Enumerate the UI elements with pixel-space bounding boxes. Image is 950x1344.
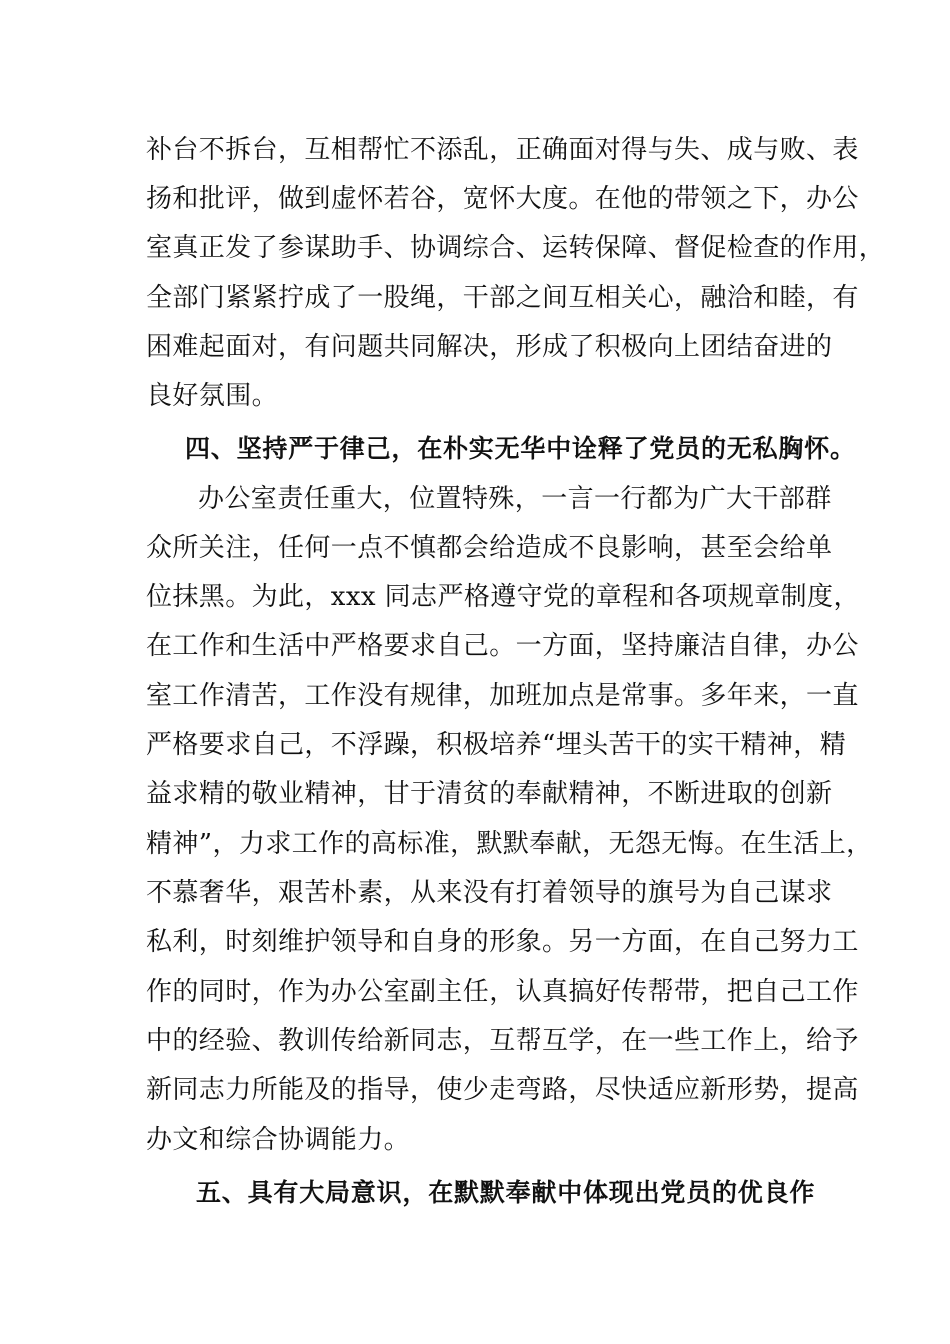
paragraph-line: 位抹黑。为此，xxx 同志严格遵守党的章程和各项规章制度， — [146, 582, 860, 612]
paragraph-line: 众所关注，任何一点不慎都会给造成不良影响，甚至会给单 — [146, 533, 833, 563]
paragraph-line: 补台不拆台，互相帮忙不添乱，正确面对得与失、成与败、表 — [146, 135, 859, 165]
section-heading-4: 四、坚持严于律己，在朴实无华中诠释了党员的无私胸怀。 — [185, 434, 856, 463]
paragraph-line: 困难起面对，有问题共同解决，形成了积极向上团结奋进的 — [146, 332, 833, 362]
paragraph-line: 办文和综合协调能力。 — [146, 1125, 411, 1155]
paragraph-line: 精神”，力求工作的高标准，默默奉献，无怨无悔。在生活上， — [146, 829, 873, 859]
paragraph-line: 室工作清苦，工作没有规律，加班加点是常事。多年来，一直 — [146, 681, 859, 711]
paragraph-line: 作的同时，作为办公室副主任，认真搞好传帮带，把自己工作 — [146, 977, 859, 1007]
paragraph-line: 办公室责任重大，位置特殊，一言一行都为广大干部群 — [198, 484, 832, 514]
paragraph-line: 中的经验、教训传给新同志，互帮互学，在一些工作上，给予 — [146, 1026, 859, 1056]
paragraph-line: 益求精的敬业精神，甘于清贫的奉献精神，不断进取的创新 — [146, 779, 833, 809]
paragraph-line: 扬和批评，做到虚怀若谷，宽怀大度。在他的带领之下，办公 — [146, 184, 859, 214]
paragraph-line: 私利，时刻维护领导和自身的形象。另一方面，在自己努力工 — [146, 927, 859, 957]
paragraph-line: 在工作和生活中严格要求自己。一方面，坚持廉洁自律，办公 — [146, 631, 859, 661]
paragraph-line: 新同志力所能及的指导，使少走弯路，尽快适应新形势，提高 — [146, 1075, 859, 1105]
section-heading-5: 五、具有大局意识，在默默奉献中体现出党员的优良作 — [196, 1178, 816, 1207]
paragraph-line: 室真正发了参谋助手、协调综合、运转保障、督促检查的作用， — [146, 233, 886, 263]
paragraph-line: 全部门紧紧拧成了一股绳，干部之间互相关心，融洽和睦，有 — [146, 283, 859, 313]
paragraph-line: 良好氛围。 — [146, 381, 279, 411]
paragraph-line: 严格要求自己，不浮躁，积极培养“埋头苦干的实干精神，精 — [146, 730, 847, 760]
paragraph-line: 不慕奢华，艰苦朴素，从来没有打着领导的旗号为自己谋求 — [146, 878, 833, 908]
